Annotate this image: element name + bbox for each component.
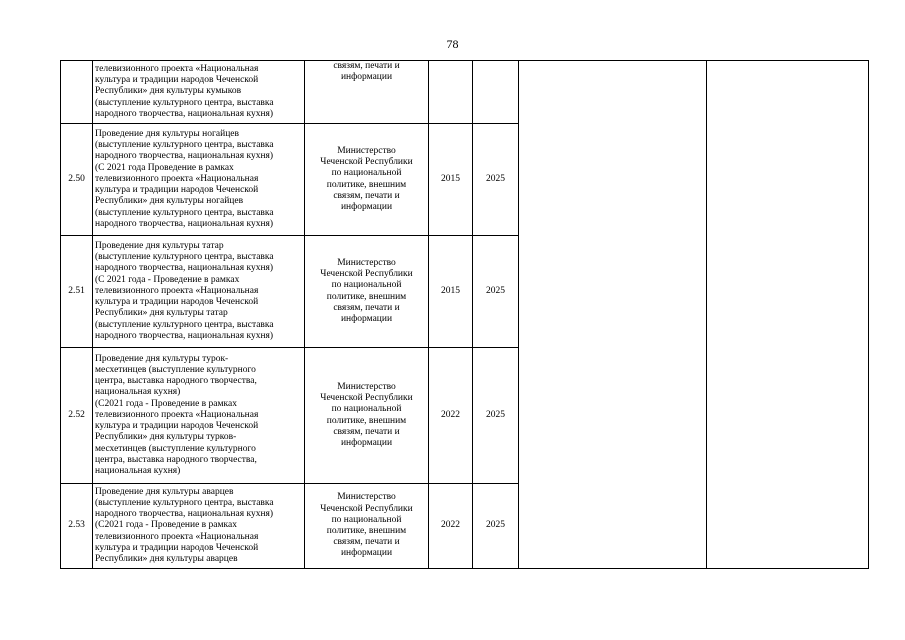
executor: связям, печати и информации — [305, 61, 429, 124]
executor: Министерство Чеченской Республики по национальной политике, внешним связям, печати и информации — [305, 484, 429, 569]
event-description: Проведение дня культуры аварцев (выступление культурного центра, выставка народного творчества, национальная кухня) (С2021 года - Проведение в рамках телевизионного проекта «Национальная культура и традиции народов Чеченской Республики» дня культуры аварцев — [93, 484, 305, 569]
row-number — [61, 61, 93, 124]
end-year: 2025 — [473, 484, 519, 569]
event-description: телевизионного проекта «Национальная культура и традиции народов Чеченской Республики» дня культуры кумыков (выступление культурного центра, выставка народного творчества, национальная кухня) — [93, 61, 305, 124]
start-year: 2015 — [429, 236, 473, 348]
program-table — [60, 60, 869, 569]
end-year: 2025 — [473, 348, 519, 484]
empty-column-cell — [707, 61, 869, 569]
executor: Министерство Чеченской Республики по национальной политике, внешним связям, печати и информации — [305, 236, 429, 348]
page-number: 78 — [446, 37, 459, 51]
empty-column-cell — [519, 61, 707, 569]
start-year: 2022 — [429, 484, 473, 569]
event-description: Проведение дня культуры ногайцев (выступление культурного центра, выставка народного творчества, национальная кухня) (С 2021 года Проведение в рамках телевизионного проекта «Национальная культура и традиции народов Чеченской Республики» дня культуры ногайцев (выступление культурного центра, выставка народного творчества, национальная кухня) — [93, 124, 305, 236]
end-year: 2025 — [473, 124, 519, 236]
start-year — [429, 61, 473, 124]
end-year: 2025 — [473, 236, 519, 348]
table-row — [61, 61, 869, 124]
row-number: 2.52 — [61, 348, 93, 484]
start-year: 2022 — [429, 348, 473, 484]
executor: Министерство Чеченской Республики по национальной политике, внешним связям, печати и информации — [305, 348, 429, 484]
row-number: 2.50 — [61, 124, 93, 236]
executor: Министерство Чеченской Республики по национальной политике, внешним связям, печати и информации — [305, 124, 429, 236]
end-year — [473, 61, 519, 124]
row-number: 2.53 — [61, 484, 93, 569]
start-year: 2015 — [429, 124, 473, 236]
event-description: Проведение дня культуры татар (выступление культурного центра, выставка народного творчества, национальная кухня) (С 2021 года - Проведение в рамках телевизионного проекта «Национальная культура и традиции народов Чеченской Республики» дня культуры татар (выступление культурного центра, выставка народного творчества, национальная кухня) — [93, 236, 305, 348]
event-description: Проведение дня культуры турок- месхетинцев (выступление культурного центра, выставка народного творчества, национальная кухня) (С2021 года - Проведение в рамках телевизионного проекта «Национальная культура и традиции народов Чеченской Республики» дня культуры турков- месхетинцев (выступление культурного центра, выставка народного творчества, национальная кухня) — [93, 348, 305, 484]
row-number: 2.51 — [61, 236, 93, 348]
